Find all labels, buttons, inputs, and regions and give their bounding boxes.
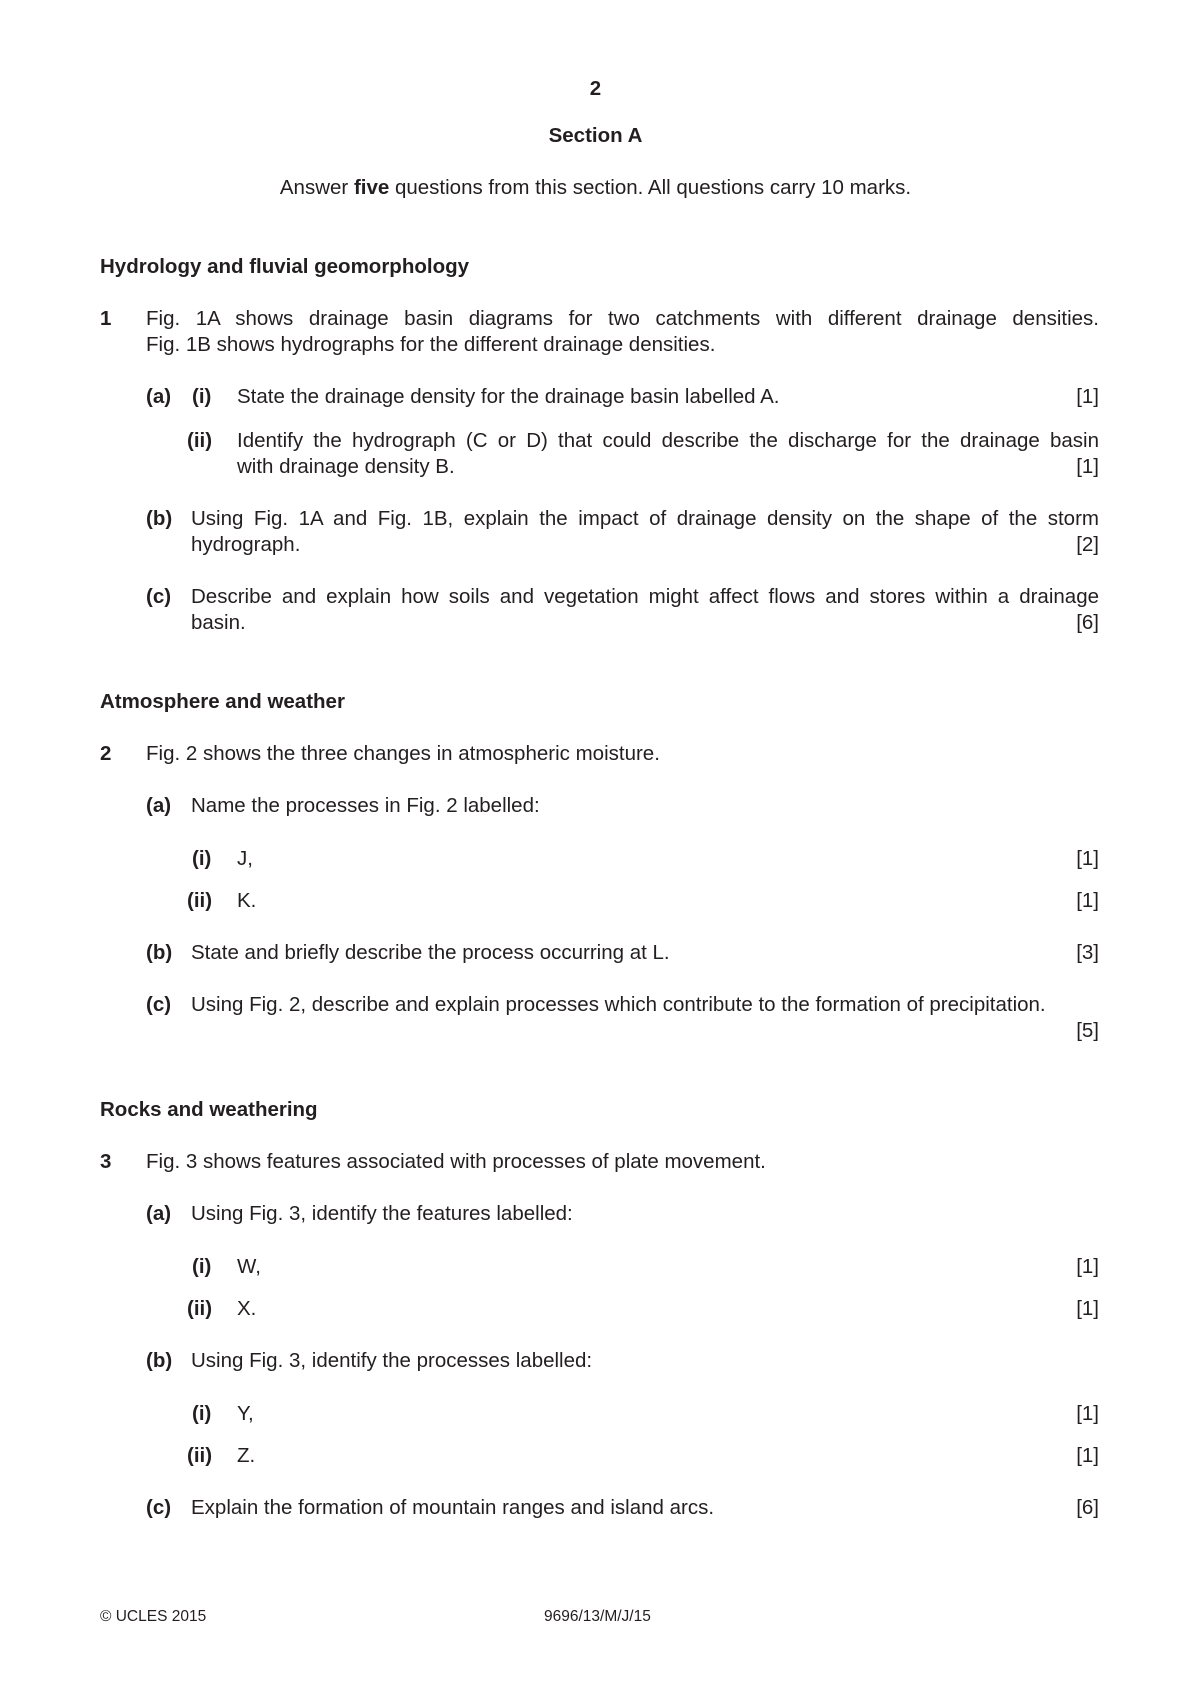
q1-c-text-line1: Describe and explain how soils and vegetation might affect flows and stores within a drainage xyxy=(191,585,1099,608)
q3-a-i-mark: [1] xyxy=(1076,1255,1099,1278)
q2-a-ii-label: (ii) xyxy=(187,889,213,912)
topic-heading-hydrology: Hydrology and fluvial geomorphology xyxy=(100,255,470,278)
q1-a-i-mark: [1] xyxy=(1076,385,1099,408)
q2-a-ii-mark: [1] xyxy=(1076,889,1099,912)
q1-a-ii-label: (ii) xyxy=(187,429,213,452)
q1-c-text-line2: basin. xyxy=(191,611,246,634)
q2-part-a-label: (a) xyxy=(146,794,172,817)
q2-b-text: State and briefly describe the process occurring at L. xyxy=(191,941,670,964)
topic-heading-atmosphere: Atmosphere and weather xyxy=(100,690,345,713)
q2-a-i-label: (i) xyxy=(192,847,212,870)
q3-b-i-label: (i) xyxy=(192,1402,212,1425)
q3-a-ii-label: (ii) xyxy=(187,1297,213,1320)
instruction-pre: Answer xyxy=(279,176,354,199)
q1-a-i-text: State the drainage density for the drainage basin labelled A. xyxy=(237,385,780,408)
q1-b-text-line2: hydrograph. xyxy=(191,533,301,556)
q3-part-b-label: (b) xyxy=(146,1349,173,1372)
q1-part-b-label: (b) xyxy=(146,507,173,530)
q3-a-text: Using Fig. 3, identify the features labelled: xyxy=(191,1202,573,1225)
q1-part-c-label: (c) xyxy=(146,585,172,608)
page-number: 2 xyxy=(589,77,602,100)
q1-a-i-label: (i) xyxy=(192,385,212,408)
topic-heading-rocks: Rocks and weathering xyxy=(100,1098,318,1121)
section-title: Section A xyxy=(548,124,643,147)
q2-c-mark: [5] xyxy=(1076,1019,1099,1042)
q2-a-text: Name the processes in Fig. 2 labelled: xyxy=(191,794,540,817)
q1-c-mark: [6] xyxy=(1076,611,1099,634)
q3-c-text: Explain the formation of mountain ranges and island arcs. xyxy=(191,1496,715,1519)
q3-part-a-label: (a) xyxy=(146,1202,172,1225)
q2-a-i-text: J, xyxy=(237,847,253,870)
q3-a-i-text: W, xyxy=(237,1255,261,1278)
footer-paper-code: 9696/13/M/J/15 xyxy=(544,1608,651,1625)
q2-c-text: Using Fig. 2, describe and explain processes which contribute to the formation of precipitation. xyxy=(191,993,1046,1016)
q3-c-mark: [6] xyxy=(1076,1496,1099,1519)
question-1-number: 1 xyxy=(100,307,112,330)
q1-a-ii-text-line1: Identify the hydrograph (C or D) that could describe the discharge for the drainage basin xyxy=(237,429,1099,452)
q3-b-ii-mark: [1] xyxy=(1076,1444,1099,1467)
q2-a-ii-text: K. xyxy=(237,889,257,912)
q3-part-c-label: (c) xyxy=(146,1496,172,1519)
question-1-intro-line2: Fig. 1B shows hydrographs for the different drainage densities. xyxy=(146,333,716,356)
q2-part-b-label: (b) xyxy=(146,941,173,964)
q2-a-i-mark: [1] xyxy=(1076,847,1099,870)
q1-a-ii-text-line2: with drainage density B. xyxy=(237,455,455,478)
question-3-intro: Fig. 3 shows features associated with processes of plate movement. xyxy=(146,1150,766,1173)
question-2-intro: Fig. 2 shows the three changes in atmospheric moisture. xyxy=(146,742,660,765)
q3-b-i-text: Y, xyxy=(237,1402,254,1425)
q1-b-mark: [2] xyxy=(1076,533,1099,556)
q3-a-ii-mark: [1] xyxy=(1076,1297,1099,1320)
footer-copyright: © UCLES 2015 xyxy=(100,1608,207,1625)
q1-a-ii-mark: [1] xyxy=(1076,455,1099,478)
q1-part-a-label: (a) xyxy=(146,385,172,408)
q2-b-mark: [3] xyxy=(1076,941,1099,964)
q3-a-ii-text: X. xyxy=(237,1297,257,1320)
instruction-bold: five xyxy=(353,176,390,199)
q2-part-c-label: (c) xyxy=(146,993,172,1016)
instruction-post: questions from this section. All questions carry 10 marks. xyxy=(389,176,912,199)
question-1-intro-line1: Fig. 1A shows drainage basin diagrams for two catchments with different drainage densities. xyxy=(146,307,1099,330)
q3-b-i-mark: [1] xyxy=(1076,1402,1099,1425)
q3-b-ii-text: Z. xyxy=(237,1444,256,1467)
section-instruction xyxy=(0,175,1191,201)
q3-b-text: Using Fig. 3, identify the processes labelled: xyxy=(191,1349,593,1372)
question-3-number: 3 xyxy=(100,1150,112,1173)
q3-b-ii-label: (ii) xyxy=(187,1444,213,1467)
q1-b-text-line1: Using Fig. 1A and Fig. 1B, explain the impact of drainage density on the shape of the storm xyxy=(191,507,1099,530)
question-2-number: 2 xyxy=(100,742,112,765)
q3-a-i-label: (i) xyxy=(192,1255,212,1278)
